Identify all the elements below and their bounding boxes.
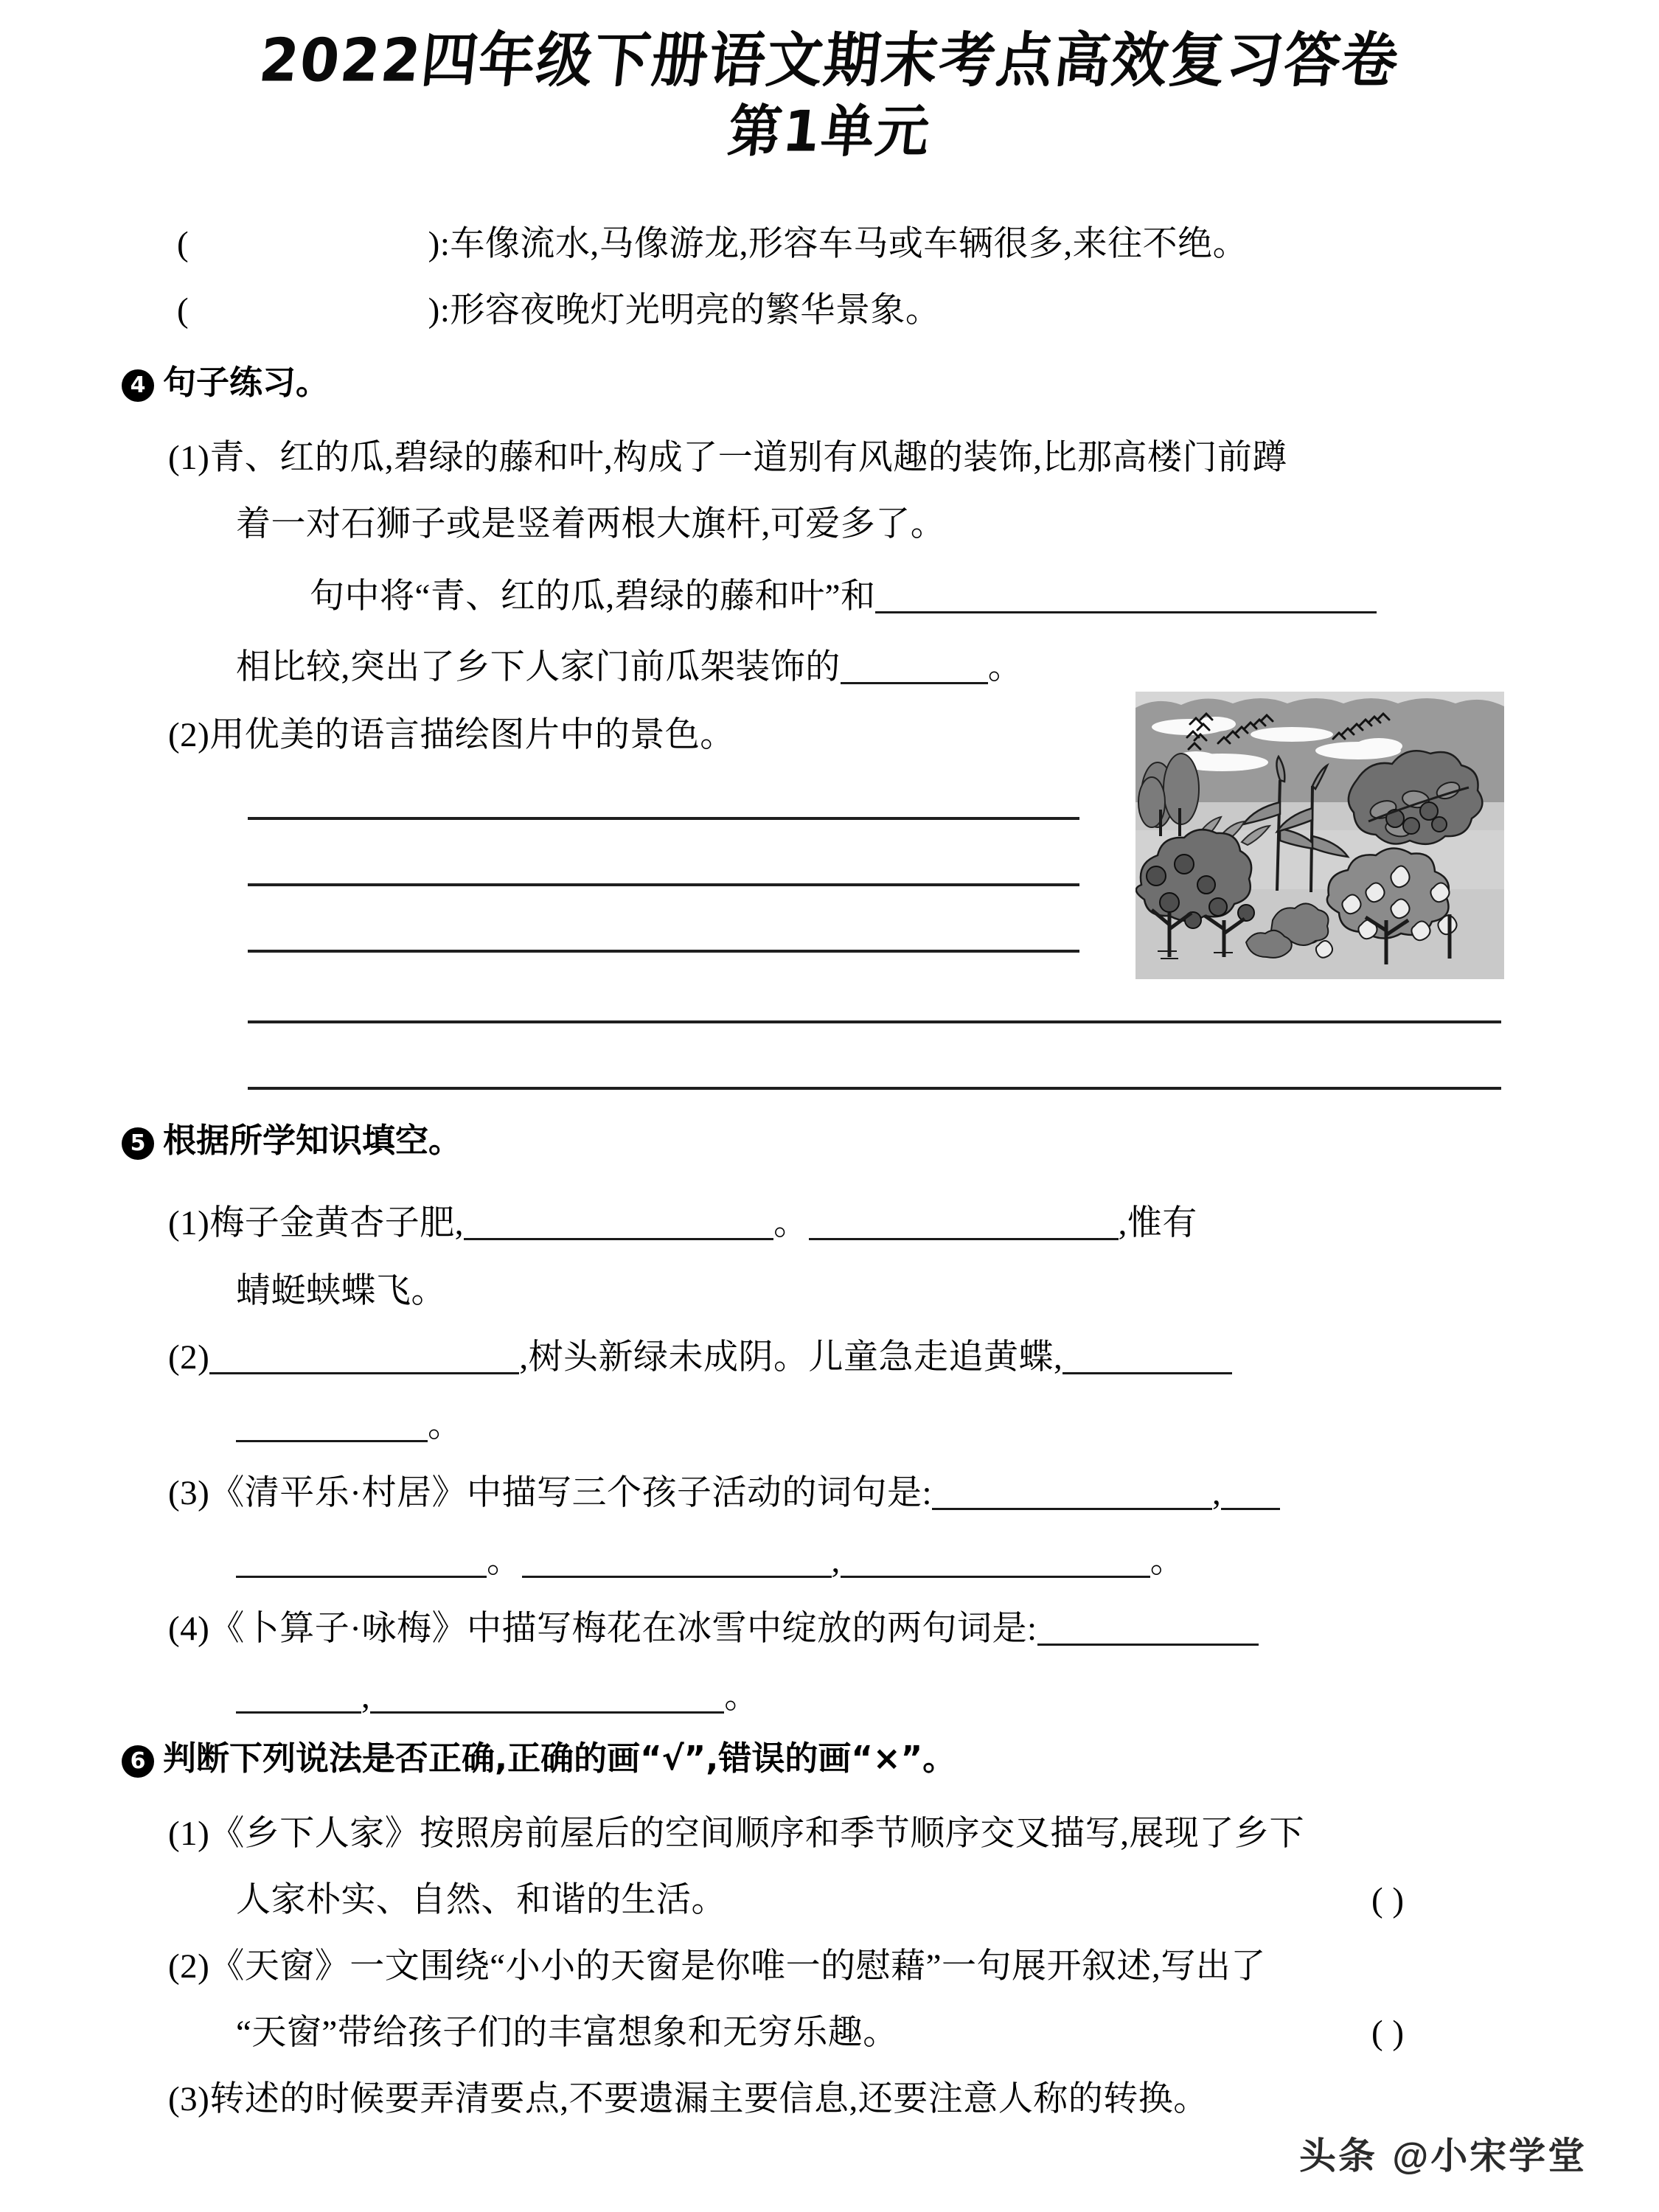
open-paren: (: [177, 291, 189, 330]
s6-item1-line2: 人家朴实、自然、和谐的生活。: [236, 1881, 726, 1919]
s5-item3-punct2: ,: [831, 1542, 841, 1580]
s6-item2-text1: 《天窗》一文围绕“小小的天窗是你唯一的慰藉”一句展开叙述,写出了: [209, 1947, 1266, 1986]
fill-blank[interactable]: [875, 582, 1377, 613]
watermark-brand: 头条: [1299, 2135, 1377, 2177]
section-5-heading-text: 根据所学知识填空。: [163, 1121, 462, 1160]
section-number-badge: 4: [122, 369, 154, 402]
carryover-item-1: [177, 223, 1248, 265]
s4-item1-suffix: 。: [987, 648, 1023, 686]
section-4-heading-text: 句子练习。: [163, 363, 330, 402]
answer-write-line-3[interactable]: [248, 950, 1079, 953]
s5-item3-text: 《清平乐·村居》中描写三个孩子活动的词句是:: [209, 1474, 933, 1512]
answer-write-line-4[interactable]: [248, 1020, 1501, 1023]
close-paren: ): [428, 291, 440, 330]
s4-item1-text4: 相比较,突出了乡下人家门前瓜架装饰的: [236, 648, 841, 686]
s6-item3-label: (3): [168, 2080, 210, 2118]
s5-item2-mid: ,树头新绿未成阴。儿童急走追黄蝶,: [519, 1338, 1063, 1377]
s5-item1-label: (1): [168, 1204, 210, 1242]
fill-blank[interactable]: [932, 1478, 1212, 1510]
s4-item1-text3: 句中将“青、红的瓜,碧绿的藤和叶”和: [310, 577, 876, 616]
s6-item1-answer[interactable]: ( ): [1371, 1881, 1405, 1919]
s4-item1-line3: [310, 575, 1377, 618]
s6-item2-answer[interactable]: ( ): [1371, 2014, 1405, 2052]
fill-blank[interactable]: [841, 1546, 1150, 1578]
section-6-heading-text: 判断下列说法是否正确,正确的画“√”,错误的画“×”。: [163, 1739, 956, 1778]
countryside-orchard-illustration: [1135, 692, 1504, 979]
s5-item4-text: 《卜算子·咏梅》中描写梅花在冰雪中绽放的两句词是:: [209, 1610, 1037, 1648]
fill-blank[interactable]: [370, 1682, 724, 1714]
s5-item2-line2: [236, 1404, 463, 1447]
fill-blank[interactable]: [236, 1682, 361, 1714]
answer-write-line-5[interactable]: [248, 1087, 1501, 1090]
open-paren: (: [177, 225, 189, 263]
answer-write-line-2[interactable]: [248, 883, 1079, 886]
carryover-text-2: :形容夜晚灯光明亮的繁华景象。: [439, 291, 941, 330]
fill-blank[interactable]: [236, 1411, 428, 1442]
s5-item4-punct1: ,: [361, 1677, 371, 1716]
s6-item2-label: (2): [168, 1947, 210, 1986]
s5-item2-line1: [168, 1336, 1232, 1379]
section-4-heading: [122, 363, 329, 403]
s6-item1-line1: [168, 1812, 1304, 1855]
s5-item2-label: (2): [168, 1338, 210, 1377]
s4-item1-text1: 青、红的瓜,碧绿的藤和叶,构成了一道别有风趣的装饰,比那高楼门前蹲: [209, 439, 1288, 477]
fill-blank[interactable]: [209, 1343, 519, 1374]
s6-item1-text1: 《乡下人家》按照房前屋后的空间顺序和季节顺序交叉描写,展现了乡下: [209, 1815, 1305, 1853]
title-line-2: 第1单元: [725, 98, 934, 164]
answer-write-line-1[interactable]: [248, 817, 1079, 820]
close-paren: ): [428, 225, 440, 263]
watermark: [1299, 2135, 1587, 2177]
s5-item1-line1: [168, 1202, 1197, 1245]
s4-item2-text: 用优美的语言描绘图片中的景色。: [209, 716, 735, 754]
s6-item3-line1: [168, 2078, 1208, 2121]
s5-item1-part1: 梅子金黄杏子肥,: [209, 1204, 465, 1242]
s5-item4-line1: [168, 1607, 1259, 1650]
s6-item2-line1: [168, 1945, 1266, 1988]
section-number-badge: 6: [122, 1745, 154, 1778]
s4-item1-line2: 着一对石狮子或是竖着两根大旗杆,可爱多了。: [236, 505, 946, 543]
fill-blank[interactable]: [464, 1208, 773, 1240]
s4-item2: [168, 714, 735, 757]
fill-blank[interactable]: [841, 653, 988, 684]
page-title: [0, 25, 1659, 167]
fill-blank[interactable]: [236, 1546, 487, 1578]
watermark-at-symbol: @: [1392, 2135, 1431, 2177]
s6-item2-line2: “天窗”带给孩子们的丰富想象和无穷乐趣。: [236, 2014, 898, 2052]
s5-item1-midpunct: 。: [773, 1204, 809, 1242]
fill-blank[interactable]: [1221, 1478, 1280, 1510]
title-line-1: 2022四年级下册语文期末考点高效复习答卷: [256, 25, 1403, 95]
watermark-account: 小宋学堂: [1430, 2135, 1587, 2177]
s6-item3-text1: 转述的时候要弄清要点,不要遗漏主要信息,还要注意人称的转换。: [209, 2080, 1208, 2118]
s6-item1-label: (1): [168, 1815, 210, 1853]
s4-item1-label: (1): [168, 439, 210, 477]
s5-item3-line2: [236, 1540, 1185, 1582]
s5-item4-label: (4): [168, 1610, 210, 1648]
fill-blank[interactable]: [1062, 1343, 1232, 1374]
s4-item1-line1: [168, 437, 1287, 479]
section-number-badge: 5: [122, 1127, 154, 1160]
fill-blank[interactable]: [522, 1546, 832, 1578]
carryover-item-2: [177, 289, 940, 332]
s5-item2-line2-punct: 。: [428, 1406, 463, 1444]
s5-item1-line2: 蜻蜓蛱蝶飞。: [236, 1272, 446, 1310]
s5-item4-line2: [236, 1675, 759, 1718]
s5-item3-punct1: 。: [487, 1542, 522, 1580]
s5-item3-label: (3): [168, 1474, 210, 1512]
section-6-heading: [122, 1739, 956, 1778]
fill-blank[interactable]: [809, 1208, 1119, 1240]
s5-item3-line1: (3)《清平乐·村居》中描写三个孩子活动的词句是: ,: [168, 1472, 1280, 1514]
section-5-heading: [122, 1121, 462, 1161]
fill-blank[interactable]: [1037, 1614, 1259, 1646]
s5-item3-punct3: 。: [1150, 1542, 1186, 1580]
s5-item1-endpunct: ,惟有: [1118, 1204, 1197, 1242]
s5-item4-punct2: 。: [724, 1677, 759, 1716]
s4-item2-label: (2): [168, 716, 210, 754]
s4-item1-line4: [236, 646, 1023, 689]
carryover-text-1: :车像流水,马像游龙,形容车马或车辆很多,来往不绝。: [439, 225, 1248, 263]
